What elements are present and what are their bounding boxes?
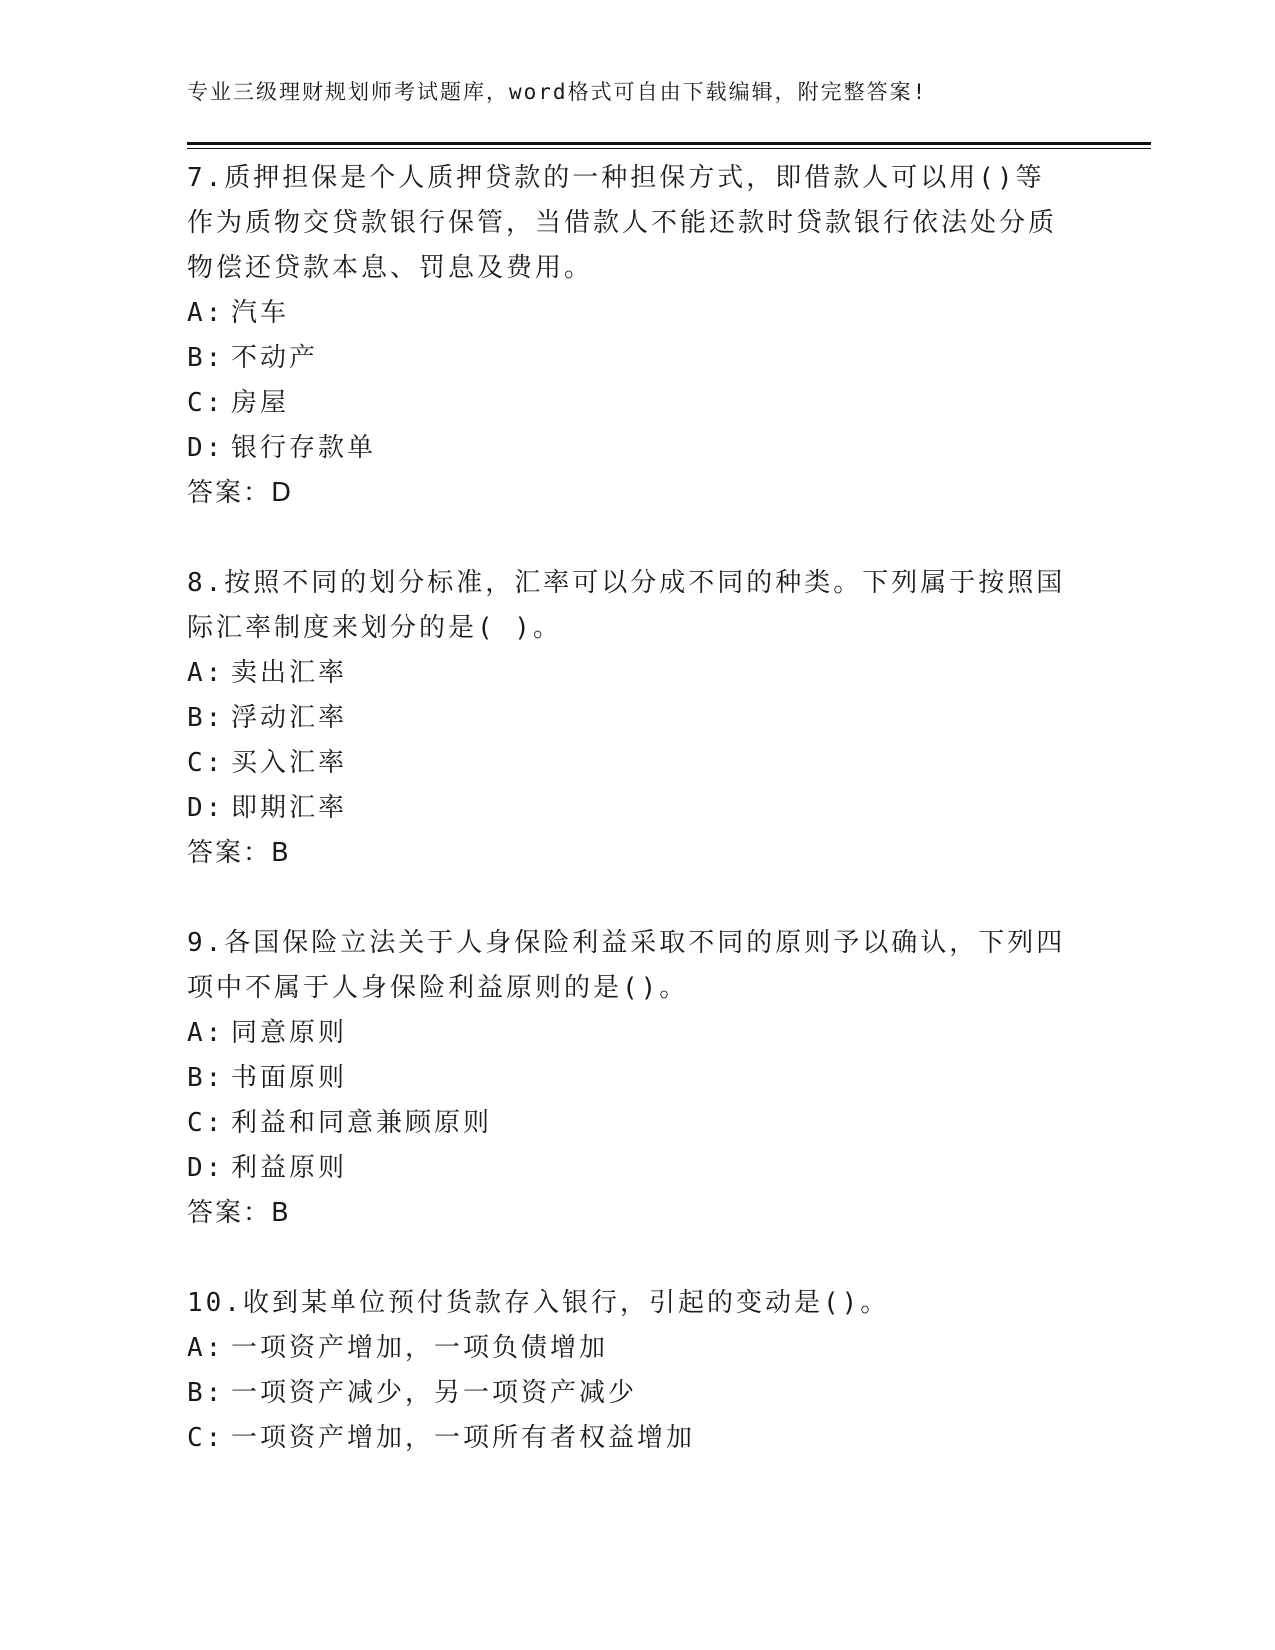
option-letter: A: <box>187 298 225 328</box>
option-text: 同意原则 <box>231 1018 348 1048</box>
option-text: 银行存款单 <box>231 433 377 463</box>
option-c <box>187 1416 1067 1461</box>
option-letter: B: <box>187 1063 225 1093</box>
option-text: 买入汇率 <box>231 748 348 778</box>
option-letter: C: <box>187 1108 225 1138</box>
option-d <box>187 786 1067 831</box>
option-a <box>187 291 1067 336</box>
option-letter: C: <box>187 1423 225 1453</box>
question-8 <box>187 561 1067 876</box>
option-letter: B: <box>187 703 225 733</box>
option-text: 汽车 <box>231 298 290 328</box>
answer-line: 答案：B <box>187 838 291 868</box>
option-letter: A: <box>187 1018 225 1048</box>
option-letter: C: <box>187 388 225 418</box>
option-letter: B: <box>187 1378 225 1408</box>
option-letter: D: <box>187 793 225 823</box>
option-text: 卖出汇率 <box>231 658 348 688</box>
option-b <box>187 696 1067 741</box>
option-b <box>187 1371 1067 1416</box>
header-rule-thick <box>187 142 1151 145</box>
option-text: 利益和同意兼顾原则 <box>231 1108 493 1138</box>
option-letter: D: <box>187 433 225 463</box>
question-stem: 10.收到某单位预付货款存入银行，引起的变动是()。 <box>187 1288 890 1318</box>
option-a <box>187 651 1067 696</box>
option-a <box>187 1326 1067 1371</box>
option-b <box>187 336 1067 381</box>
header-rule-thin <box>187 148 1151 149</box>
option-letter: C: <box>187 748 225 778</box>
option-text: 书面原则 <box>231 1063 348 1093</box>
option-letter: A: <box>187 1333 225 1363</box>
header-note: 专业三级理财规划师考试题库，word格式可自由下载编辑，附完整答案! <box>187 80 928 104</box>
option-c <box>187 1101 1067 1146</box>
option-text: 一项资产减少，另一项资产减少 <box>231 1378 638 1408</box>
option-text: 浮动汇率 <box>231 703 348 733</box>
option-a <box>187 1011 1067 1056</box>
option-letter: D: <box>187 1153 225 1183</box>
option-text: 房屋 <box>231 388 290 418</box>
option-text: 一项资产增加，一项所有者权益增加 <box>231 1423 696 1453</box>
option-letter: A: <box>187 658 225 688</box>
question-9 <box>187 921 1067 1236</box>
option-text: 利益原则 <box>231 1153 348 1183</box>
option-c <box>187 381 1067 426</box>
option-text: 一项资产增加，一项负债增加 <box>231 1333 609 1363</box>
answer-line: 答案：B <box>187 1198 291 1228</box>
question-10 <box>187 1281 1067 1461</box>
option-c <box>187 741 1067 786</box>
option-d <box>187 1146 1067 1191</box>
option-text: 即期汇率 <box>231 793 348 823</box>
question-stem: 7.质押担保是个人质押贷款的一种担保方式，即借款人可以用()等作为质物交贷款银行保管，当借款人不能还款时贷款银行依法处分质物偿还贷款本息、罚息及费用。 <box>187 163 1058 283</box>
option-text: 不动产 <box>231 343 319 373</box>
question-stem: 8.按照不同的划分标准，汇率可以分成不同的种类。下列属于按照国际汇率制度来划分的是( )。 <box>187 568 1066 643</box>
option-b <box>187 1056 1067 1101</box>
answer-line: 答案：D <box>187 478 294 508</box>
option-letter: B: <box>187 343 225 373</box>
question-stem: 9.各国保险立法关于人身保险利益采取不同的原则予以确认，下列四项中不属于人身保险利益原则的是()。 <box>187 928 1066 1003</box>
question-7 <box>187 156 1067 516</box>
option-d <box>187 426 1067 471</box>
question-list <box>187 156 1067 1506</box>
